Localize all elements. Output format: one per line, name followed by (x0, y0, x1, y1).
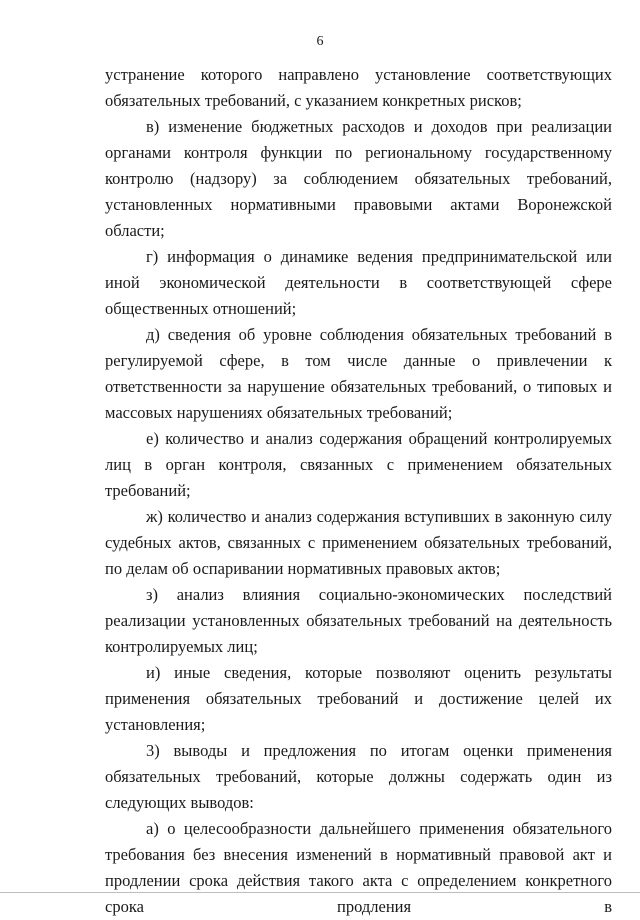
paragraph-item-d: д) сведения об уровне соблюдения обязательных требований в регулируемой сфере, в том числе данные о привлечении к ответственности за нарушение обязательных требований, о типовых и массовых нарушениях обязательных требований; (105, 325, 612, 422)
paragraph-continuation: устранение которого направлено установление соответствующих обязательных требований, с указанием конкретных рисков; (105, 65, 612, 110)
page-number: 6 (316, 34, 324, 49)
document-body (105, 62, 612, 920)
page-bottom-edge (0, 892, 640, 893)
paragraph-item-a: а) о целесообразности дальнейшего применения обязательного требования без внесения изменений в нормативный правовой акт и продлении срока действия такого акта с определением конкретного срока продления в (105, 819, 612, 916)
paragraph-item-i: и) иные сведения, которые позволяют оценить результаты применения обязательных требований и достижение целей их установления; (105, 663, 612, 734)
paragraph-item-g: г) информация о динамике ведения предпринимательской или иной экономической деятельности в соответствующей сфере общественных отношений; (105, 247, 612, 318)
paragraph-item-z: з) анализ влияния социально-экономических последствий реализации установленных обязательных требований на деятельность контролируемых лиц; (105, 585, 612, 656)
paragraph-item-e: е) количество и анализ содержания обращений контролируемых лиц в орган контроля, связанных с применением обязательных требований; (105, 429, 612, 500)
paragraph-item-zh: ж) количество и анализ содержания вступивших в законную силу судебных актов, связанных с применением обязательных требований, по делам об оспаривании нормативных правовых актов; (105, 507, 612, 578)
paragraph-item-3: 3) выводы и предложения по итогам оценки применения обязательных требований, которые должны содержать один из следующих выводов: (105, 741, 612, 812)
paragraph-item-v: в) изменение бюджетных расходов и доходов при реализации органами контроля функции по региональному государственному контролю (надзору) за соблюдением обязательных требований, установленных нормативными правовыми актами Воронежской области; (105, 117, 612, 240)
